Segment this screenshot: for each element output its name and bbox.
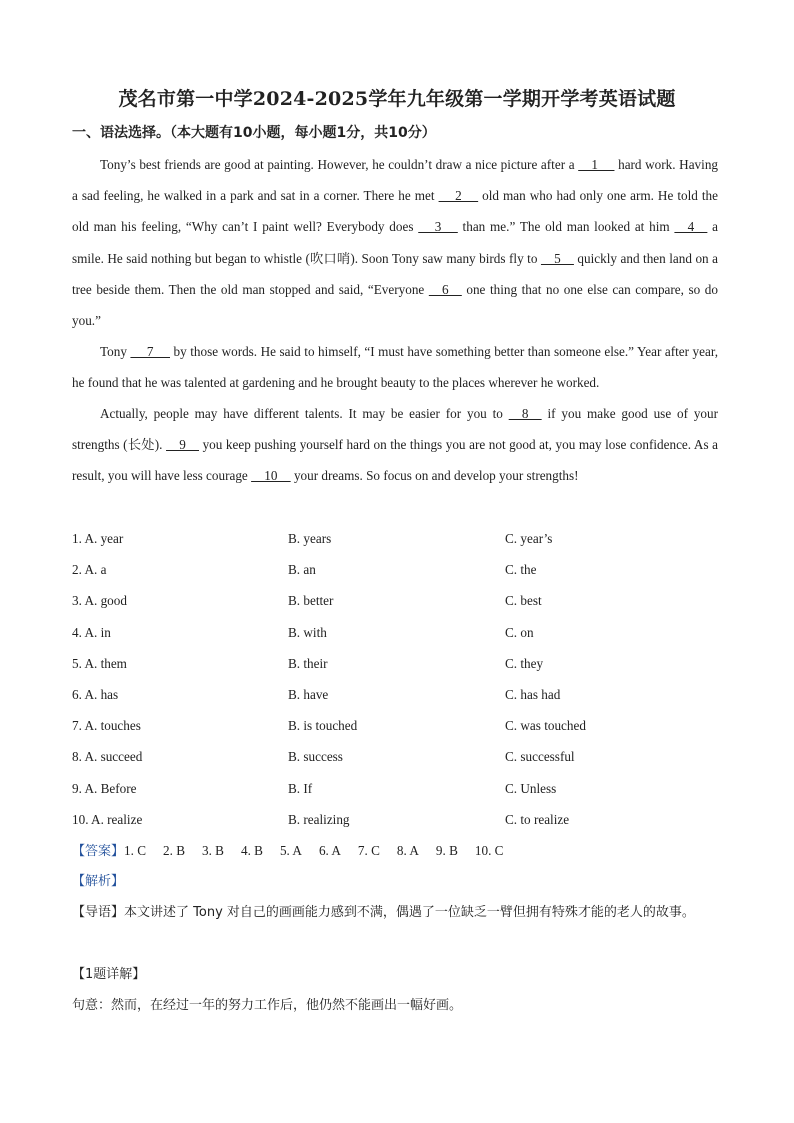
passage-text: old man who had only one arm. He told the old man his feeling, “Why can’t I paint well? Everybody does	[72, 188, 718, 235]
answer-item: 2. B	[163, 843, 185, 858]
option-c: C. was touched	[505, 718, 586, 734]
passage-paragraph-1	[72, 149, 718, 336]
answer-item: 9. B	[435, 843, 458, 858]
guide-text: 本文讲述了 Tony 对自己的画画能力感到不满，偶遇了一位缺乏一臂但拥有特殊才能的老人的故事。	[124, 905, 695, 920]
passage-text: by those words. He said to himself, “I must have something better than someone else.” Year after year, he found that he was talented at gardening and he brought beauty to the places wherever he worked.	[72, 344, 718, 391]
option-c: C. year’s	[505, 531, 553, 546]
option-b: B. with	[288, 624, 327, 640]
option-b: B. If	[288, 780, 313, 796]
option-b: B. their	[288, 655, 328, 671]
passage-paragraph-3	[72, 398, 718, 492]
option-b: B. realizing	[288, 811, 350, 827]
option-c: C. the	[505, 562, 537, 578]
guide-tag: 【导语】	[72, 905, 125, 920]
blank-5: 5	[540, 250, 574, 266]
option-row	[72, 804, 722, 835]
passage-paragraph-2	[72, 336, 718, 398]
passage-text: than me.” The old man looked at him	[457, 219, 675, 235]
passage-text: Actually, people may have different talents. It may be easier for you to	[100, 406, 509, 421]
option-b: B. have	[288, 686, 329, 702]
option-a: 2. A. a	[72, 562, 107, 578]
answer-item: 8. A	[396, 843, 419, 858]
guide-paragraph	[72, 897, 720, 928]
option-b: B. an	[288, 562, 316, 578]
blank-3: 3	[418, 219, 458, 235]
passage-text: Tony	[100, 344, 131, 359]
passage-text: Tony’s best friends are good at painting. However, he couldn’t draw a nice picture after a	[100, 157, 579, 172]
option-c: C. to realize	[505, 811, 570, 827]
passage-text: quickly and then land on a tree beside them. Then the old man stopped and said, “Everyone	[72, 250, 719, 297]
option-b: B. years	[288, 531, 332, 546]
answer-line	[72, 835, 520, 867]
answer-item: 4. B	[240, 843, 263, 858]
option-c: C. on	[505, 624, 534, 640]
passage-text: hard work. Having a sad feeling, he walked in a park and sat in a corner. There he met	[72, 157, 719, 204]
option-b: B. success	[288, 749, 343, 765]
option-a: 5. A. them	[72, 655, 127, 671]
analysis-tag: 【解析】	[72, 874, 125, 889]
answer-item: 5. A	[279, 843, 302, 858]
passage-text: a smile. He said nothing but began to whistle (吹口哨). Soon Tony saw many birds fly to	[72, 219, 718, 266]
option-a: 8. A. succeed	[72, 749, 143, 765]
answer-item: 7. C	[357, 843, 380, 858]
section-heading: 一、语法选择。（本大题有10小题，每小题1分，共10分）	[72, 125, 436, 141]
passage-text: if you make good use of your strengths (长处).	[72, 406, 718, 453]
passage-text: you keep pushing yourself hard on the things you are not good at, you may lose confidence. As a result, you will have less courage	[72, 437, 718, 484]
option-row	[72, 648, 722, 679]
option-b: B. is touched	[288, 718, 358, 734]
option-b: B. better	[288, 593, 334, 609]
passage-text: one thing that no one else can compare, so do you.”	[72, 281, 718, 329]
answer-item: 3. B	[201, 843, 224, 858]
option-a: 10. A. realize	[72, 811, 143, 827]
option-a: 6. A. has	[72, 686, 119, 702]
blank-7: 7	[130, 344, 170, 359]
answer-item: 6. A	[318, 843, 341, 858]
option-a: 4. A. in	[72, 624, 111, 640]
answer-item: 10. C	[474, 843, 504, 858]
option-row	[72, 710, 722, 741]
blank-4: 4	[674, 219, 708, 235]
option-c: C. they	[505, 655, 544, 671]
option-row	[72, 554, 722, 585]
sentence-meaning: 句意：然而，在经过一年的努力工作后，他仍然不能画出一幅好画。	[72, 998, 463, 1013]
option-a: 3. A. good	[72, 593, 127, 609]
blank-1: 1	[578, 157, 615, 172]
blank-10: 10	[251, 468, 291, 484]
option-a: 9. A. Before	[72, 780, 137, 796]
option-a: 1. A. year	[72, 531, 124, 546]
option-row	[72, 585, 722, 616]
option-a: 7. A. touches	[72, 718, 141, 734]
option-c: C. Unless	[505, 780, 557, 796]
blank-8: 8	[508, 406, 542, 421]
options-list	[72, 523, 722, 835]
option-row	[72, 523, 722, 554]
passage-text: your dreams. So focus on and develop your strengths!	[290, 468, 579, 484]
option-c: C. successful	[505, 749, 575, 765]
option-row	[72, 773, 722, 804]
page-title: 茂名市第一中学2024-2025学年九年级第一学期开学考英语试题	[118, 88, 676, 110]
answer-tag: 【答案】	[72, 844, 125, 859]
answer-item: 1. C	[124, 843, 146, 858]
blank-2: 2	[438, 188, 479, 204]
option-c: C. has had	[505, 686, 561, 702]
blank-9: 9	[166, 437, 199, 453]
detail-heading: 【1题详解】	[72, 967, 146, 982]
option-row	[72, 617, 722, 648]
option-row	[72, 741, 722, 772]
blank-6: 6	[428, 281, 462, 297]
option-row	[72, 679, 722, 710]
option-c: C. best	[505, 593, 542, 609]
